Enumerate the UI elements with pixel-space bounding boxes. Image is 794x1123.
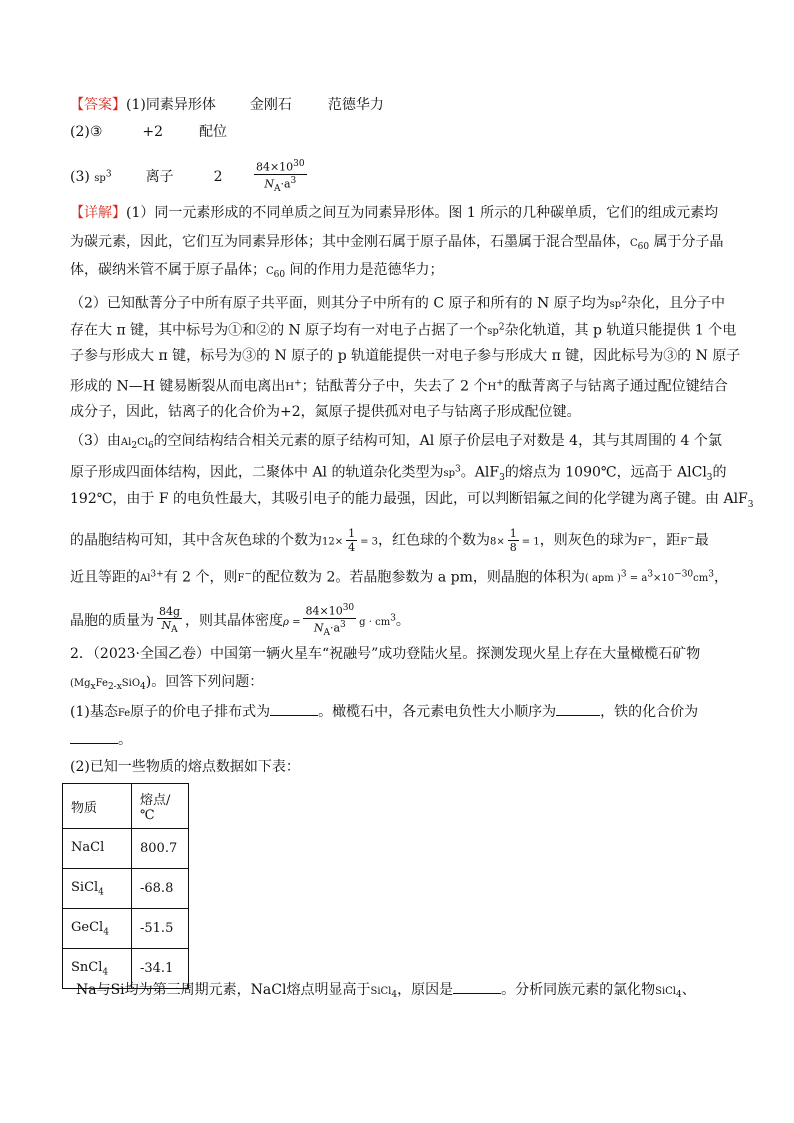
alf3-sub: 3 xyxy=(499,473,505,484)
density-fraction: $\frac{84\times 10^{30}}{N_A\cdot a^3}$ xyxy=(305,603,355,638)
detail-text-11b: ，由于 F 的电负性最大，其吸引电子的能力最强，因此，可以判断铝氟之间的化学键为离子键。由 AlF xyxy=(112,491,748,507)
detail-text-10c: 。AlF xyxy=(460,464,500,481)
c60-formula: $C_{60}$ xyxy=(266,266,286,280)
detail-text-10e: 的 xyxy=(712,464,727,481)
bottom-text-d: ，原因是 xyxy=(397,982,454,998)
question2-line-5 xyxy=(70,757,300,777)
alcl3-sub: 3 xyxy=(706,473,713,484)
c60-formula: $C_{60}$ xyxy=(630,238,650,252)
detail-text-7a: 形成的 N—H 键易断裂从而电离出 xyxy=(70,378,286,395)
sp3-formula: $sp^3$ xyxy=(443,465,461,480)
detail-text-5c: 杂化轨道，其 p 轨道只能提供 1 个电 xyxy=(504,322,737,339)
table-cell-value: -51.5 xyxy=(132,909,189,949)
al2cl6-formula: $Al_2Cl_6$ xyxy=(120,437,154,451)
answer-line-1 xyxy=(70,95,384,115)
table-cell-value: 800.7 xyxy=(132,829,189,869)
detail-line-7 xyxy=(70,374,728,398)
detail-text-9a: （3）由 xyxy=(70,433,121,449)
answer-1-part1: (1)同素异形体 xyxy=(126,97,216,113)
answer-tag: 【答案】 xyxy=(70,97,126,113)
answer-1-part2: 金刚石 xyxy=(249,97,292,113)
count-expr-12: 12× xyxy=(322,536,344,548)
detail-line-10 xyxy=(70,460,727,488)
answer-3-part1: (3) xyxy=(70,168,90,185)
table-row xyxy=(63,829,189,869)
melting-point-table xyxy=(62,783,189,989)
rho-symbol: ρ = xyxy=(283,616,301,628)
answer-3-number: 2 xyxy=(213,168,223,185)
detail-line-13 xyxy=(70,565,728,589)
table-cell-name: SiCl$_4$ xyxy=(63,869,132,909)
detail-text-12i: ，距 xyxy=(652,532,681,549)
detail-text-12k: 最 xyxy=(694,532,709,549)
answer-3-sp: $sp^3$ xyxy=(94,169,112,184)
detail-line-6 xyxy=(70,346,740,366)
detail-text-4c: 杂化，且分子中 xyxy=(626,295,725,312)
alf3-sub: 3 xyxy=(747,499,754,510)
h-plus: H+ xyxy=(487,379,504,394)
question2-line-2 xyxy=(70,672,263,697)
f-minus: F− xyxy=(637,533,653,548)
bottom-text-g: 、 xyxy=(681,982,696,998)
answer-2-part3: 配位 xyxy=(199,124,228,140)
fraction-one-quarter: $\frac{1}{4}$ xyxy=(348,527,356,554)
f-minus: F− xyxy=(237,570,253,585)
question2-text-3e: ，铁的化合价为 xyxy=(600,704,699,720)
answer-3-density-fraction: $\frac{84\times 10^{30}}{N_A\cdot a^3}$ xyxy=(255,159,305,194)
detail-text-8: 成分子，因此，钴离子的化合价为+2，氮原子提供孤对电子与钴离子形成配位键。 xyxy=(70,404,581,420)
detail-text-14a: 晶胞的质量为 xyxy=(70,612,154,629)
f-minus: F− xyxy=(680,533,695,548)
question2-text-1: 2．（2023·全国乙卷）中国第一辆火星车“祝融号”成功登陆火星。探测发现火星上存在大量橄榄石矿物 xyxy=(70,646,701,662)
question2-line-4 xyxy=(70,730,132,750)
bottom-text-e: 。分析同族元素的氯化物 xyxy=(501,982,656,998)
answer-2-part1: (2)③ xyxy=(70,124,103,140)
detail-text-4a: （2）已知酞菁分子中所有原子共平面，则其分子中所有的 C 原子和所有的 N 原子均为 xyxy=(70,295,610,312)
detail-text-13e: 的配位数为 2。若晶胞参数为 a pm，则晶胞的体积为 xyxy=(252,569,585,586)
sicl4-formula: SiCl$_4$ xyxy=(655,986,682,1000)
answer-2-part2: +2 xyxy=(142,124,164,140)
detail-line-8 xyxy=(70,402,581,422)
detail-line-3 xyxy=(70,260,444,285)
detail-text-12d: ，红色球的个数为 xyxy=(378,532,491,549)
answer-blank-1[interactable] xyxy=(270,703,318,716)
question2-text-5: (2)已知一些物质的熔点数据如下表： xyxy=(70,759,300,775)
question2-text-3c: 原子的价电子排布式为 xyxy=(130,704,271,720)
question2-line-3 xyxy=(70,702,698,724)
detail-line-1 xyxy=(70,203,718,223)
h-plus: H+ xyxy=(285,379,302,394)
detail-text-1: (1）同一元素形成的不同单质之间互为同素异形体。图 1 所示的几种碳单质，它们的组成元素均 xyxy=(126,205,719,221)
detail-text-10a: 原子形成四面体结构，因此，二聚体中 Al 的轨道杂化类型为 xyxy=(70,464,444,481)
detail-text-13j: ， xyxy=(713,569,728,586)
detail-line-14 xyxy=(70,602,410,640)
detail-text-13a: 近且等距的 xyxy=(70,569,140,586)
answer-3-ionic: 离子 xyxy=(145,168,174,185)
count-result-3: = 3 xyxy=(360,536,379,548)
volume-expr: ( apm )$^3 = a^3\times 10^{-30}cm^3$ xyxy=(584,570,714,585)
detail-text-12a: 的晶胞结构可知，其中含灰色球的个数为 xyxy=(70,532,322,549)
detail-text-10d: 的熔点为 1090℃，远高于 AlCl xyxy=(504,464,707,481)
answer-blank-2[interactable] xyxy=(556,703,600,716)
answer-1-part3: 范德华力 xyxy=(327,97,384,113)
answer-line-3 xyxy=(70,158,310,196)
table-header-melting-point: 熔点/℃ xyxy=(132,784,189,829)
detail-text-7c: ；钴酞菁分子中，失去了 2 个 xyxy=(301,378,488,395)
detail-line-11 xyxy=(70,489,754,515)
detail-line-5 xyxy=(70,318,736,342)
olivine-formula: $(Mg_xFe_{2-x}SiO_4)$。回答下列问题： xyxy=(70,674,264,692)
detail-text-2a: 为碳元素，因此，它们互为同素异形体；其中金刚石属于原子晶体，石墨属于混合型晶体， xyxy=(70,234,630,250)
answer-blank-4[interactable] xyxy=(453,981,501,994)
sp2-formula: $sp^2$ xyxy=(609,296,627,311)
detail-text-14e: 。 xyxy=(395,612,410,629)
detail-text-6: 子参与形成大 π 键，标号为③的 N 原子的 p 轨道能提供一对电子参与形成大 π 键，因此标号为③的 N 原子 xyxy=(70,348,741,364)
detail-text-9d: 的空间结构结合相关元素的原子结构可知，Al 原子价层电子对数是 4，其与其周围的 4 个氯 xyxy=(153,433,722,449)
table-cell-name: NaCl xyxy=(63,829,132,869)
table-row xyxy=(63,909,189,949)
question2-text-4: 。 xyxy=(118,732,132,748)
detail-text-2c: 属于分子晶 xyxy=(649,234,724,250)
table-cell-value: -34.1 xyxy=(132,949,189,989)
detail-line-12 xyxy=(70,527,709,554)
detail-text-13c: 有 2 个，则 xyxy=(163,569,238,586)
table-row xyxy=(63,869,189,909)
density-unit: $g \cdot cm^3$ xyxy=(359,613,396,628)
table-cell-value: -68.8 xyxy=(132,869,189,909)
detail-text-7e: 的酞菁离子与钴离子通过配位键结合 xyxy=(503,378,728,395)
detail-line-2 xyxy=(70,232,724,257)
bottom-text-b: NaCl熔点明显高于 xyxy=(250,982,371,998)
bottom-text-a: Na与Si均为第三周期元素， xyxy=(76,982,251,998)
detail-text-11a: 192℃ xyxy=(70,491,113,507)
question2-text-3d: 。橄榄石中，各元素电负性大小顺序为 xyxy=(318,704,557,720)
detail-line-9 xyxy=(70,431,722,456)
question2-line-1 xyxy=(70,644,700,664)
detail-text-12g: ，则灰色的球为 xyxy=(539,532,638,549)
mass-fraction: $\frac{84g}{N_A}$ xyxy=(159,604,181,635)
table-cell-name: SnCl$_4$ xyxy=(63,949,132,989)
question2-text-3a: (1)基态 xyxy=(70,704,118,720)
detail-tag: 【详解】 xyxy=(70,205,126,221)
detail-text-14b: ，则其晶体密度 xyxy=(185,612,284,629)
detail-line-4 xyxy=(70,291,725,315)
detail-text-3c: 间的作用力是范德华力； xyxy=(285,262,444,278)
answer-blank-3[interactable] xyxy=(70,731,118,744)
sp2-formula: $sp^2$ xyxy=(487,323,505,338)
fe-symbol: Fe xyxy=(117,708,131,719)
count-expr-8: 8× xyxy=(490,536,505,548)
answer-line-2 xyxy=(70,122,227,142)
sicl4-formula: SiCl$_4$ xyxy=(370,986,398,1000)
al3-plus: $Al^{3+}$ xyxy=(140,570,164,585)
detail-text-3a: 体，碳纳米管不属于原子晶体； xyxy=(70,262,266,278)
table-cell-name: GeCl$_4$ xyxy=(63,909,132,949)
table-header-row xyxy=(63,784,189,829)
table-header-substance: 物质 xyxy=(63,784,132,829)
bottom-line xyxy=(76,980,696,1005)
detail-text-5a: 存在大 π 键，其中标号为①和②的 N 原子均有一对电子占据了一个 xyxy=(70,322,488,339)
fraction-one-eighth: $\frac{1}{8}$ xyxy=(509,527,517,554)
count-result-1: = 1 xyxy=(521,536,540,548)
